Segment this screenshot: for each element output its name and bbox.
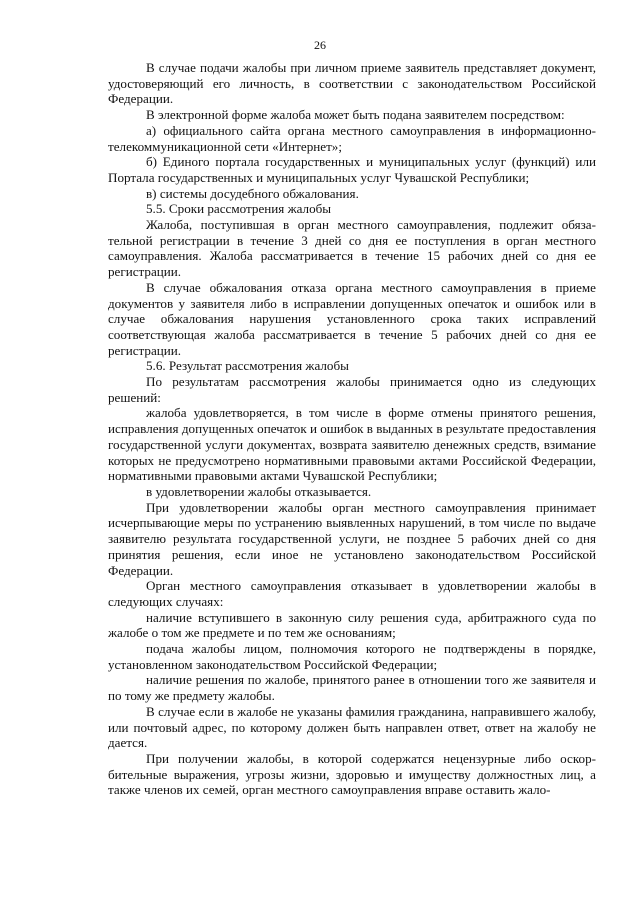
- paragraph: При удовлетворении жалобы орган местного самоуправления принимает исчерпывающие меры по устранению выявленных нарушений, в том числе по выдаче заявителю результата государственной услуги, не позднее 5 рабочих дней со дня принятия решения, если иное не установлено законодательством Российской Федерации.: [108, 499, 596, 578]
- list-item: а) официального сайта органа местного самоуправления в информационно-телекоммуникационной сети «Интернет»;: [108, 122, 596, 154]
- paragraph: При получении жалобы, в которой содержатся нецензурные либо оскорбительные выражения, угрозы жизни, здоровью и имуществу должностных лиц, а также членов их семей, орган местного самоуправления вправе оставить жало-: [108, 750, 596, 798]
- section-heading: 5.5. Сроки рассмотрения жалобы: [146, 201, 332, 217]
- paragraph: В случае обжалования отказа органа местного самоуправления в приеме документов у заявителя либо в исправлении допущенных опечаток и ошибок или в случае обжалования нарушения установленного срока таких исправлений соответствующая жалоба рассматривается в течение 5 рабочих дней со дня ее регистрации.: [108, 279, 596, 358]
- paragraph: В электронной форме жалоба может быть подана заявителем посредством:: [146, 107, 565, 123]
- document-body: [108, 60, 596, 798]
- paragraph: В случае если в жалобе не указаны фамилия гражданина, направившего жалобу, или почтовый адрес, по которому должен быть направлен ответ, ответ на жалобу не дается.: [108, 703, 596, 751]
- list-item: наличие вступившего в законную силу решения суда, арбитражного суда по жалобе о том же предмете и по тем же основаниям;: [108, 609, 596, 641]
- paragraph: По результатам рассмотрения жалобы принимается одно из следующих решений:: [108, 374, 596, 405]
- paragraph: Жалоба, поступившая в орган местного самоуправления, подлежит обязательной регистрации в течение 3 дней со дня ее поступления в орган местного самоуправления. Жалоба рассматривается в течение 15 рабочих дней со дня ее регистрации.: [108, 217, 596, 280]
- list-item: б) Единого портала государственных и муниципальных услуг (функций) или Портала государственных и муниципальных услуг Чувашской Республики;: [108, 154, 596, 185]
- paragraph: Орган местного самоуправления отказывает в удовлетворении жалобы в следующих случаях:: [108, 578, 596, 609]
- paragraph: В случае подачи жалобы при личном приеме заявитель представляет документ, удостоверяющий его личность, в соответствии с законодательством Российской Федерации.: [108, 60, 596, 107]
- list-item: наличие решения по жалобе, принятого ранее в отношении того же заявителя и по тому же предмету жалобы.: [108, 672, 596, 704]
- section-heading: 5.6. Результат рассмотрения жалобы: [146, 358, 349, 374]
- list-item: в) системы досудебного обжалования.: [146, 185, 359, 201]
- page-number: 26: [314, 38, 326, 52]
- list-item: в удовлетворении жалобы отказывается.: [146, 483, 372, 499]
- list-item: подача жалобы лицом, полномочия которого не подтверждены в порядке, установленном законодательством Российской Федерации;: [108, 641, 596, 672]
- list-item: жалоба удовлетворяется, в том числе в форме отмены принятого решения, исправления допущенных опечаток и ошибок в выданных в результате предоставления государственной услуги документах, возврата заявителю денежных средств, взимание которых не предусмотрено нормативными правовыми актами Российской Федерации, нормативными правовыми актами Чувашской Республики;: [108, 405, 596, 484]
